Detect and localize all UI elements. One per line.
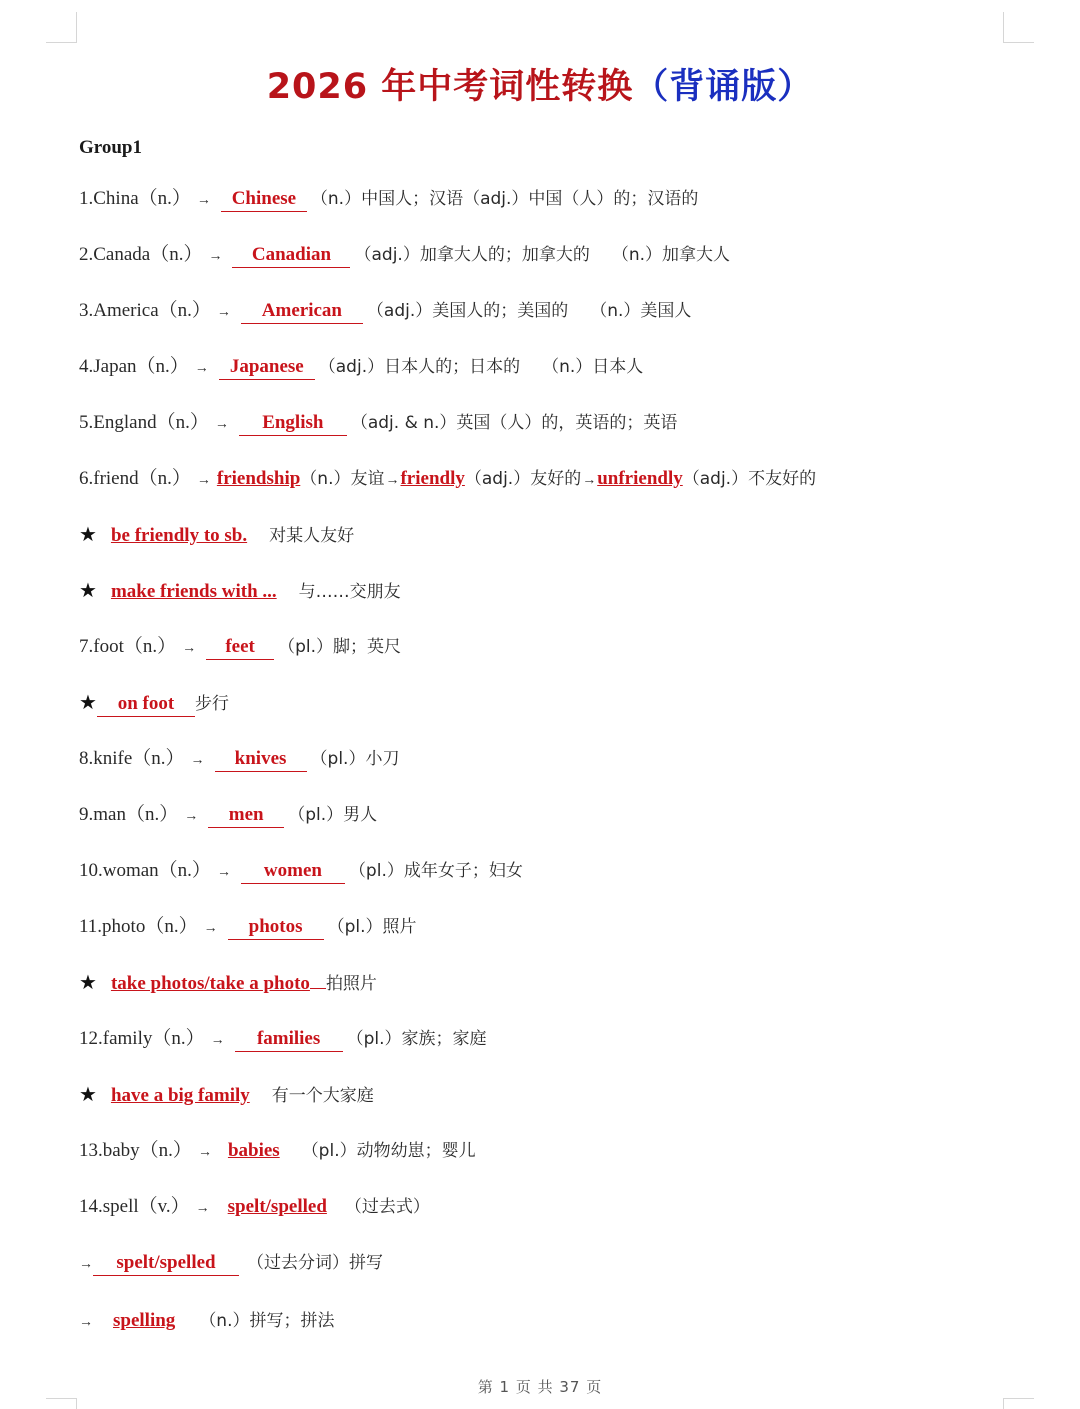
answer-blank xyxy=(228,915,324,940)
entry-row xyxy=(79,296,691,326)
entry-row xyxy=(79,1024,487,1054)
page-number: 第 1 页 共 37 页 xyxy=(477,1378,603,1396)
definition: （pl.）家族；家庭 xyxy=(346,1029,487,1049)
answer-text: women xyxy=(263,860,322,881)
answer-text: men xyxy=(228,804,264,825)
definition: （n.）拼写；拼法 xyxy=(199,1311,335,1331)
answer-blank xyxy=(235,1027,343,1052)
definition: （过去分词）拼写 xyxy=(247,1253,383,1273)
phrase-row xyxy=(79,1080,374,1110)
group-heading: Group1 xyxy=(79,137,143,158)
arrow-icon: → xyxy=(582,473,597,488)
definition: 步行 xyxy=(194,694,229,714)
phrase-row xyxy=(79,520,354,550)
arrow-icon: → xyxy=(184,809,199,824)
answer-text: have a big family xyxy=(110,1085,250,1106)
star-icon: ★ xyxy=(79,692,97,714)
arrow-icon: → xyxy=(210,1033,225,1048)
page-corner-mark xyxy=(1003,1398,1034,1409)
base-word: 5.England（n.） xyxy=(79,412,209,433)
phrase-row xyxy=(79,576,401,606)
answer-blank xyxy=(219,355,315,380)
base-word: 6.friend（n.） xyxy=(79,468,191,489)
answer-blank xyxy=(241,299,363,324)
definition: 拍照片 xyxy=(325,974,377,994)
base-word: 4.Japan（n.） xyxy=(79,356,189,377)
answer-text: babies xyxy=(227,1140,280,1161)
star-icon: ★ xyxy=(79,524,97,546)
answer-text: feet xyxy=(225,636,255,657)
definition: （pl.）小刀 xyxy=(310,749,400,769)
definition: （adj.）友好的 xyxy=(464,469,582,489)
page-corner-mark xyxy=(46,1398,77,1409)
star-icon: ★ xyxy=(79,972,97,994)
star-icon: ★ xyxy=(79,580,97,602)
answer-text: on foot xyxy=(117,693,175,714)
entry-row xyxy=(79,744,399,774)
definition: （adj.）日本人的；日本的 xyxy=(318,357,521,377)
answer-text: Canadian xyxy=(251,244,332,265)
answer-blank xyxy=(93,1251,239,1276)
answer-text: Japanese xyxy=(229,356,304,377)
entry-row xyxy=(79,1306,335,1336)
answer-text: American xyxy=(261,300,342,321)
answer-text: friendship xyxy=(216,468,301,489)
arrow-icon: → xyxy=(385,473,400,488)
entry-row xyxy=(79,408,677,438)
arrow-icon: → xyxy=(203,921,218,936)
phrase-row xyxy=(79,968,377,998)
definition: （n.）日本人 xyxy=(542,357,644,377)
arrow-icon: → xyxy=(216,305,231,320)
answer-blank xyxy=(310,988,326,989)
answer-text: photos xyxy=(248,916,303,937)
page-title xyxy=(0,62,1080,112)
answer-text: friendly xyxy=(400,468,465,489)
definition: （n.）中国人；汉语（adj.）中国（人）的；汉语的 xyxy=(310,189,699,209)
answer-text: be friendly to sb. xyxy=(110,525,248,546)
answer-text: take photos/take a photo xyxy=(110,973,310,994)
arrow-icon: → xyxy=(195,1201,210,1216)
entry-row xyxy=(79,1248,383,1278)
entry-row xyxy=(79,1192,430,1222)
arrow-icon: → xyxy=(214,417,229,432)
definition: （n.）友谊 xyxy=(300,469,385,489)
answer-blank xyxy=(215,747,307,772)
arrow-icon: → xyxy=(216,865,231,880)
arrow-icon: → xyxy=(182,641,197,656)
arrow-icon: → xyxy=(208,249,223,264)
star-icon: ★ xyxy=(79,1084,97,1106)
answer-text: knives xyxy=(234,748,287,769)
arrow-icon: → xyxy=(190,753,205,768)
title-main: 2026 年中考词性转换 xyxy=(266,67,634,107)
arrow-icon: → xyxy=(79,1315,93,1330)
arrow-icon: → xyxy=(194,361,209,376)
page-corner-mark xyxy=(1003,12,1034,43)
entry-row xyxy=(79,240,730,270)
answer-blank xyxy=(241,859,345,884)
definition: （adj.）加拿大人的；加拿大的 xyxy=(354,245,590,265)
base-word: 3.America（n.） xyxy=(79,300,211,321)
base-word: 14.spell（v.） xyxy=(79,1196,190,1217)
definition: （pl.）照片 xyxy=(327,917,417,937)
base-word: 9.man（n.） xyxy=(79,804,179,825)
definition: （adj. & n.）英国（人）的，英语的；英语 xyxy=(350,413,678,433)
page-corner-mark xyxy=(46,12,77,43)
base-word: 2.Canada（n.） xyxy=(79,244,203,265)
base-word: 8.knife（n.） xyxy=(79,748,185,769)
answer-text: English xyxy=(262,412,324,433)
entry-row xyxy=(79,912,417,942)
answer-text: spelling xyxy=(113,1310,176,1331)
answer-text: spelt/spelled xyxy=(116,1252,216,1273)
definition: （n.）加拿大人 xyxy=(611,245,731,265)
arrow-icon: → xyxy=(196,473,211,488)
answer-blank xyxy=(97,692,195,717)
title-edition: （背诵版） xyxy=(633,67,814,107)
base-word: 11.photo（n.） xyxy=(79,916,198,937)
answer-text: unfriendly xyxy=(597,468,683,489)
definition: （pl.）成年女子；妇女 xyxy=(348,861,523,881)
definition: 有一个大家庭 xyxy=(271,1086,374,1106)
answer-text: spelt/spelled xyxy=(227,1196,327,1217)
entry-row xyxy=(79,800,377,830)
definition: （adj.）不友好的 xyxy=(682,469,817,489)
answer-text: Chinese xyxy=(231,188,297,209)
answer-blank xyxy=(232,243,350,268)
definition: （pl.）脚；英尺 xyxy=(278,637,402,657)
answer-blank xyxy=(206,635,274,660)
answer-blank xyxy=(208,803,284,828)
answer-blank xyxy=(221,187,307,212)
answer-text: families xyxy=(256,1028,321,1049)
phrase-row xyxy=(79,688,229,718)
definition: （pl.）男人 xyxy=(288,805,378,825)
entry-row xyxy=(79,632,401,662)
arrow-icon: → xyxy=(79,1257,93,1272)
base-word: 1.China（n.） xyxy=(79,188,191,209)
base-word: 12.family（n.） xyxy=(79,1028,205,1049)
arrow-icon: → xyxy=(197,1145,212,1160)
entry-row xyxy=(79,184,698,214)
arrow-icon: → xyxy=(196,193,211,208)
answer-blank xyxy=(239,411,347,436)
answer-text: make friends with ... xyxy=(110,581,277,602)
entry-row xyxy=(79,856,523,886)
definition: 对某人友好 xyxy=(269,526,355,546)
definition: 与……交朋友 xyxy=(298,582,401,602)
entry-row xyxy=(79,1136,476,1166)
definition: （n.）美国人 xyxy=(590,301,692,321)
definition: （adj.）美国人的；美国的 xyxy=(366,301,569,321)
base-word: 13.baby（n.） xyxy=(79,1140,192,1161)
definition: （过去式） xyxy=(344,1197,430,1217)
definition: （pl.）动物幼崽；婴儿 xyxy=(301,1141,476,1161)
entry-row xyxy=(79,464,816,494)
base-word: 7.foot（n.） xyxy=(79,636,177,657)
entry-row xyxy=(79,352,643,382)
base-word: 10.woman（n.） xyxy=(79,860,211,881)
